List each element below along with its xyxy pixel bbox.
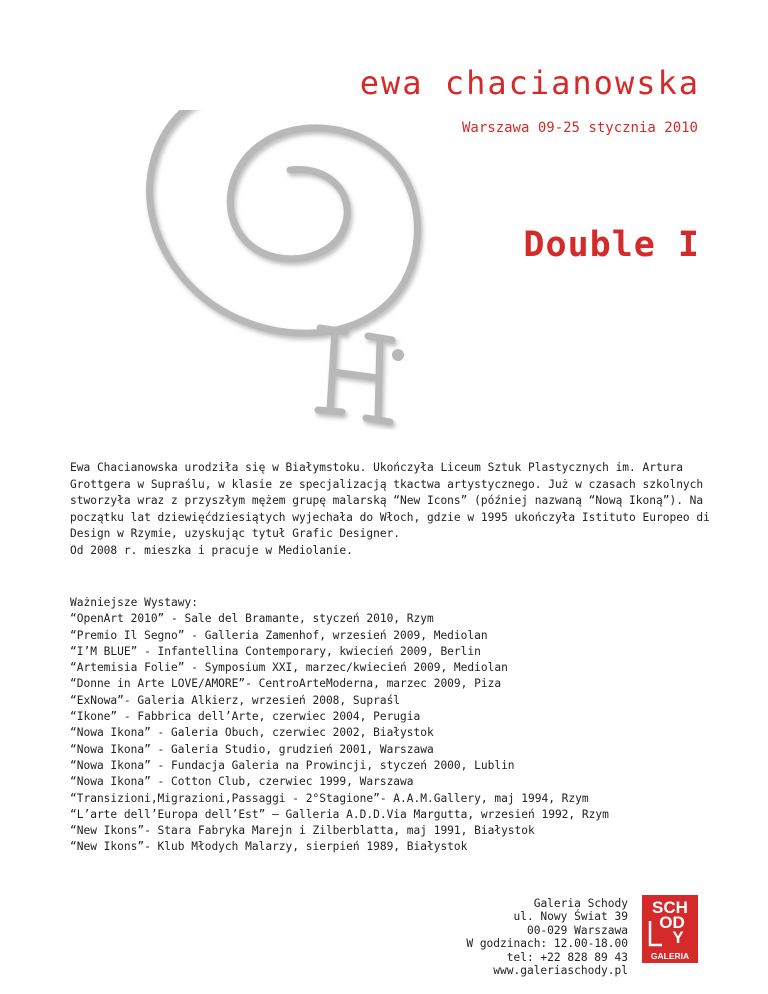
- artist-bio: [70, 460, 710, 559]
- gallery-contact: [466, 897, 628, 977]
- exhibitions-heading: Ważniejsze Wystawy:: [70, 596, 198, 609]
- exhibitions-list: [70, 595, 710, 856]
- artist-name: ewa chacianowska: [359, 64, 700, 102]
- spiral-line: [150, 110, 418, 333]
- exhibition-item: “Nowa Ikona” - Cotton Club, czerwiec 1999, Warszawa: [70, 775, 414, 789]
- svg-text:OD: OD: [659, 913, 685, 932]
- svg-text:Y: Y: [672, 928, 684, 947]
- dot-shape: [392, 349, 404, 361]
- exhibition-item: “Premio Il Segno” - Galleria Zamenhof, wrzesień 2009, Mediolan: [70, 628, 488, 642]
- gallery-hours: W godzinach: 12.00-18.00: [466, 937, 628, 951]
- exhibition-item: “Donne in Arte LOVE/AMORE”- CentroArteModerna, marzec 2009, Piza: [70, 677, 502, 691]
- gallery-logo: [642, 895, 698, 963]
- exhibition-item: “Ikone” - Fabbrica dell’Arte, czerwiec 2004, Perugia: [70, 710, 421, 724]
- gallery-name: Galeria Schody: [533, 897, 628, 910]
- exhibition-item: “New Ikons”- Stara Fabryka Marejn i Zilberblatta, maj 1991, Białystok: [70, 824, 535, 838]
- gallery-phone: tel: +22 828 89 43: [506, 950, 628, 964]
- exhibition-item: “Nowa Ikona” - Galeria Studio, grudzień 2001, Warszawa: [70, 742, 434, 756]
- exhibition-item: “L’arte dell’Europa dell’Est” – Galleria A.D.D.Via Margutta, wrzesień 1992, Rzym: [70, 807, 609, 821]
- bio-paragraph: Od 2008 r. mieszka i pracuje w Mediolanie.: [70, 543, 353, 557]
- gallery-website[interactable]: www.galeriaschody.pl: [493, 964, 628, 978]
- gallery-street: ul. Nowy Świat 39: [513, 910, 628, 924]
- exhibition-item: “New Ikons”- Klub Młodych Malarzy, sierpień 1989, Białystok: [70, 840, 468, 854]
- exhibition-item: “Artemisia Folie” - Symposium XXI, marzec/kwiecień 2009, Mediolan: [70, 661, 508, 675]
- exhibition-item: “Nowa Ikona” - Fundacja Galeria na Prowincji, styczeń 2000, Lublin: [70, 758, 515, 772]
- svg-text:SCH: SCH: [652, 898, 688, 917]
- exhibition-item: “ExNowa”- Galeria Alkierz, wrzesień 2008, Supraśl: [70, 693, 401, 707]
- exhibition-item: “I’M BLUE” - Infantellina Contemporary, kwiecień 2009, Berlin: [70, 644, 481, 658]
- svg-text:GALERIA: GALERIA: [650, 951, 690, 961]
- gallery-city: 00-029 Warszawa: [526, 923, 628, 937]
- exhibition-item: “Nowa Ikona” - Galeria Obuch, czerwiec 2002, Białystok: [70, 726, 434, 740]
- spiral-artwork: [140, 110, 440, 430]
- bio-paragraph: Ewa Chacianowska urodziła się w Białymstoku. Ukończyła Liceum Sztuk Plastycznych im. Artura Grottgera w Supraślu, w klasie ze specjalizacją tkactwa artystycznego. Już w czasach szkolnych stworzyła wraz z przyszłym mężem grupę malarską “New Icons” (później nazwaną “Nową Ikoną”). Na początku lat dziewięćdziesiątych wyjechała do Włoch, gdzie w 1995 ukończyła Istituto Europeo di Design w Rzymie, uzyskując tytuł Grafic Designer.: [70, 461, 710, 540]
- letter-h-shape: [318, 328, 392, 422]
- exhibition-item: “OpenArt 2010” - Sale del Bramante, styczeń 2010, Rzym: [70, 612, 434, 626]
- exhibition-dates: Warszawa 09-25 stycznia 2010: [461, 120, 698, 136]
- exhibition-title: Double I: [523, 225, 700, 265]
- exhibition-item: “Transizioni,Migrazioni,Passaggi - 2°Stagione”- A.A.M.Gallery, maj 1994, Rzym: [70, 791, 589, 805]
